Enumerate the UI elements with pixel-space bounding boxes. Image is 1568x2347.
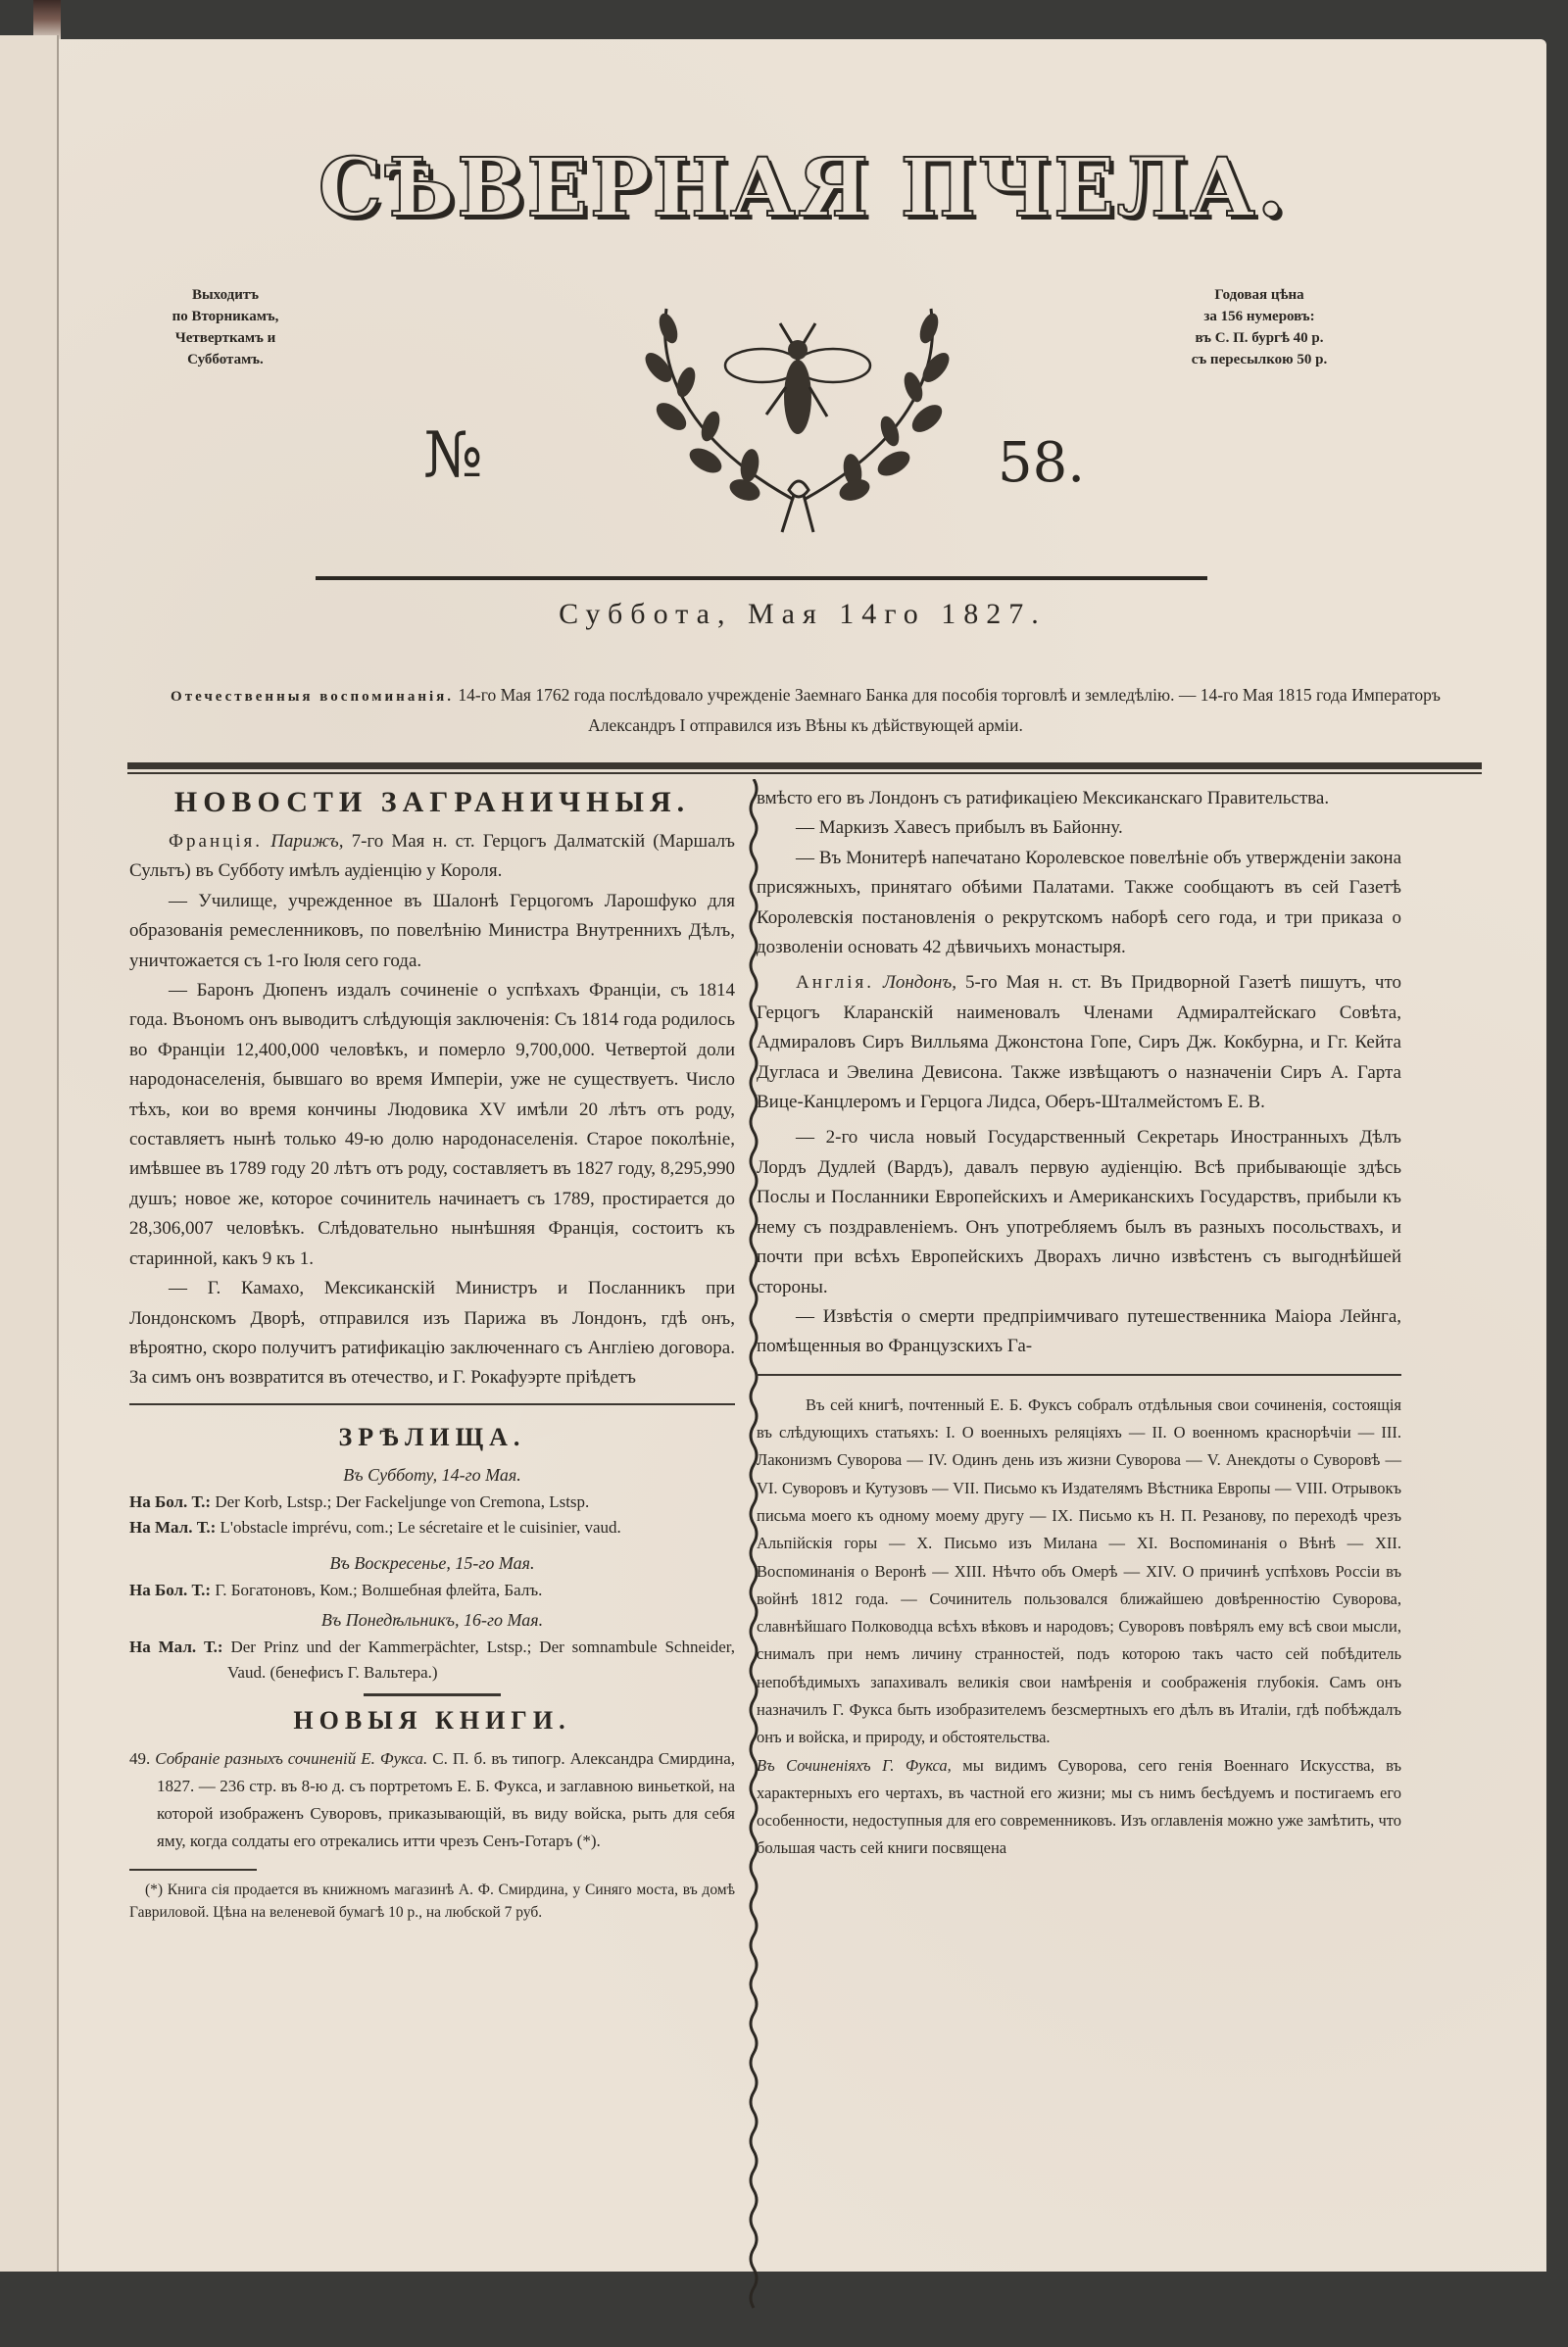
- theatre-section: [129, 1419, 735, 1686]
- theatre-listing: На Мал. Т.: Der Prinz und der Kammerpächter, Lstsp.; Der somnambule Schneider, Vaud. (бенефисъ Г. Вальтера.): [129, 1637, 736, 1682]
- memories-lead: Отечественныя воспоминанія.: [171, 689, 454, 705]
- article-paragraph: — Училище, учрежденное въ Шалонѣ Герцогомъ Ларошфуко для образованія ремесленниковъ, по повелѣнію Министра Внутреннихъ Дѣлъ, уничтожается съ 1-го Іюля сего года.: [129, 890, 735, 971]
- subscription-price: Годовая цѣна за 156 нумеровъ: въ С. П. бургѣ 40 р. съ пересылкою 50 р.: [1191, 287, 1328, 367]
- article-paragraph: Англія. Лондонъ, 5-го Мая н. ст. Въ Придворной Газетѣ пишутъ, что Герцогъ Кларанскій наименовалъ Членами Адмиралтейскаго Совѣта, Адмираловъ Сиръ Вилльяма Джонстона Гопе, Сиръ Дж. Кокбурна, и Гг. Кейта Дугласа и Эвелина Девисона. Также извѣщаютъ о назначеніи Сиръ А. Гарта Вице-Канцлеромъ и Герцога Лидса, Оберъ-Шталмейстомъ Е. В.: [757, 972, 1402, 1113]
- new-books-heading: НОВЫЯ КНИГИ.: [293, 1705, 571, 1735]
- bee-wreath-emblem-icon: [637, 289, 960, 539]
- issue-date: Суббота, Мая 14го 1827.: [559, 598, 1047, 630]
- theatre-listing: На Бол. Т.: Г. Богатоновъ, Ком.; Волшебная флейта, Балъ.: [129, 1580, 543, 1599]
- theatre-day: Въ Воскресенье, 15-го Мая.: [329, 1552, 535, 1573]
- article-paragraph: — Г. Камахо, Мексиканскій Министръ и Посланникъ при Лондонскомъ Дворѣ, отправился изъ Парижа въ Лондонъ, гдѣ онъ, вѣроятно, скоро получитъ ратификацію заключеннаго съ Англіею договора. За симъ онъ возвратится въ отечество, и Г. Рокафуэрте пріѣдетъ: [129, 1278, 735, 1389]
- article-paragraph: — Баронъ Дюпенъ издалъ сочиненіе о успѣхахъ Франціи, съ 1814 года. Въономъ онъ выводитъ слѣдующія заключенія: Съ 1814 года родилось во Франціи 12,400,000 человѣкъ, и померло 9,700,000. Четвертой доли народонаселенія, бывшаго во время Имперіи, уже не существуетъ. Число тѣхъ, кои во время кончины Людовика XV имѣли 20 лѣтъ отъ роду, составляетъ нынѣ только 49-ю долю народонаселенія. Старое поколѣніе, имѣвшее въ 1789 году 20 лѣтъ отъ роду, составляетъ въ 1827 году, 8,295,990 душъ; новое же, которое сочинитель начинаетъ съ 1789, простирается до 28,306,007 человѣкъ. Слѣдовательно нынѣшняя Франція, состоитъ къ старинной, какъ 9 къ 1.: [129, 980, 735, 1269]
- left-column: [129, 784, 735, 1924]
- section-double-rule: [127, 762, 1482, 774]
- article-paragraph: — Извѣстія о смерти предпріимчиваго путешественника Маіора Лейнга, помѣщенныя во Французскихъ Га-: [757, 1305, 1401, 1357]
- right-column: [757, 784, 1401, 1863]
- issue-number: 58.: [998, 431, 1086, 495]
- memories-text: 14-го Мая 1762 года послѣдовало учрежденіе Заемнаго Банка для пособія торговлѣ и земледѣлію. — 14-го Мая 1815 года Императоръ Александръ I отправился изъ Вѣны къ дѣйствующей арміи.: [458, 685, 1441, 735]
- footnote: (*) Книга сія продается въ книжномъ магазинѣ А. Ф. Смирдина, у Синяго моста, въ домѣ Гавриловой. Цѣна на веленевой бумагѣ 10 р., на любской 7 руб.: [129, 1881, 735, 1921]
- numero-sign: №: [423, 419, 483, 492]
- newspaper-title: СѢВЕРНАЯ ПЧЕЛА.: [318, 141, 1288, 235]
- national-memories: [129, 681, 1482, 740]
- new-books-section: [129, 1702, 735, 1924]
- footnote-rule: [129, 1869, 257, 1871]
- article-paragraph: вмѣсто его въ Лондонъ съ ратификаціею Мексиканскаго Правительства.: [757, 788, 1330, 808]
- theatre-listing: На Бол. Т.: Der Korb, Lstsp.; Der Fackeljunge von Cremona, Lstsp.: [129, 1491, 590, 1511]
- newspaper-page: [59, 39, 1546, 2272]
- binding-edge: [33, 0, 61, 39]
- article-paragraph: — Маркизъ Хавесъ прибылъ въ Байонну.: [796, 817, 1123, 839]
- theatre-day: Въ Понедѣльникъ, 16-го Мая.: [320, 1609, 544, 1630]
- article-paragraph: — 2-го числа новый Государственный Секретарь Иностранныхъ Дѣлъ Лордъ Дудлей (Вардъ), давалъ первую аудіенцію. Всѣ прибывающіе здѣсь Послы и Посланники Европейскихъ и Американскихъ Государствъ, прибыли къ нему съ поздравленіемъ. Онъ употребляемъ былъ въ разныхъ посольствахъ, и почти при всѣхъ Европейскихъ Дворахъ лично извѣстенъ съ выгоднѣйшей стороны.: [757, 1127, 1401, 1297]
- article-paragraph: — Въ Монитерѣ напечатано Королевское повелѣніе объ утвержденіи закона присяжныхъ, принятаго обѣими Палатами. Также сообщаютъ въ сей Газетѣ Королевскія постановленія о рекрутскомъ наборѣ сего года, и три приказа о дозволеніи основать 42 дѣвичьихъ монастыря.: [757, 847, 1401, 958]
- book-review: Въ сей книгѣ, почтенный Е. Б. Фуксъ собралъ отдѣльныя свои сочиненія, состоящія въ слѣдующихъ статьяхъ: I. О военныхъ реляціяхъ — II. О военномъ краснорѣчіи — III. Лаконизмъ Суворова — IV. Одинъ день изъ жизни Суворова — V. Анекдоты о Суворовѣ — VI. Суворовъ и Кутузовъ — VII. Письмо къ Издателямъ Вѣстника Европы — VIII. Отрывокъ письма моего къ одному моему другу — IX. Письмо къ Н. П. Резанову, по переходѣ чрезъ Альпійскія горы — X. Письмо изъ Милана — XI. Воспоминанія о Вѣнѣ — XII. Воспоминанія о Веронѣ — XIII. Нѣчто объ Омерѣ — XIV. О причинѣ успѣховъ Россіи въ войнѣ 1812 года. — Сочинитель пользовался ближайшею довѣренностію Суворова, славнѣйшаго Полководца всѣхъ вѣковъ и народовъ; Суворовъ повѣрялъ ему всѣ свои мысли, снималъ при немъ личину странностей, подъ которою такъ часто сей побѣдитель непобѣдимыхъ запахивалъ великія свои намѣренія и соображенія глубокія. Самъ онъ назначилъ Г. Фукса быть изобразителемъ безсмертныхъ его дѣлъ въ Италіи, гдѣ побѣждалъ онъ и войска, и природу, и обстоятельства. Въ Сочиненіяхъ Г. Фукса, мы видимъ Суворова, сего генія Военнаго Искусства, въ характерныхъ его чертахъ, въ частной его жизни; мы съ нимъ бесѣдуемъ и постигаемъ его особенности, недоступныя для его современниковъ. Изъ оглавленія можно уже замѣтить, что большая часть сей книги посвящена: [757, 1394, 1401, 1858]
- section-rule: [757, 1374, 1401, 1376]
- article-paragraph: Франція. Парижъ, 7-го Мая н. ст. Герцогъ Далматскій (Маршалъ Сультъ) въ Субботу имѣлъ аудіенцію у Короля.: [129, 831, 735, 882]
- book-entry: 49. Собраніе разныхъ сочиненій Е. Фукса. С. П. б. въ типогр. Александра Смирдина, 1827. — 236 стр. въ 8-ю д. съ портретомъ Е. Б. Фукса, и заглавною виньеткой, на которой изображенъ Суворовъ, приказывающій, въ виду войска, рыть для себя яму, когда солдаты его отрекались итти чрезъ Сенъ-Готаръ (*).: [129, 1748, 735, 1850]
- theatre-heading: ЗРѢЛИЩА.: [338, 1422, 526, 1451]
- previous-page-edge: [0, 35, 59, 2272]
- section-rule: [129, 1403, 735, 1405]
- masthead-rule: [316, 576, 1207, 580]
- theatre-listing: На Мал. Т.: L'obstacle imprévu, com.; Le sécretaire et le cuisinier, vaud.: [129, 1517, 621, 1537]
- publication-schedule: Выходитъ по Вторникамъ, Четверткамъ и Субботамъ.: [172, 287, 279, 367]
- theatre-day: Въ Субботу, 14-го Мая.: [343, 1464, 521, 1485]
- section-rule-short: [364, 1693, 501, 1696]
- foreign-news-heading: НОВОСТИ ЗАГРАНИЧНЫЯ.: [173, 786, 691, 818]
